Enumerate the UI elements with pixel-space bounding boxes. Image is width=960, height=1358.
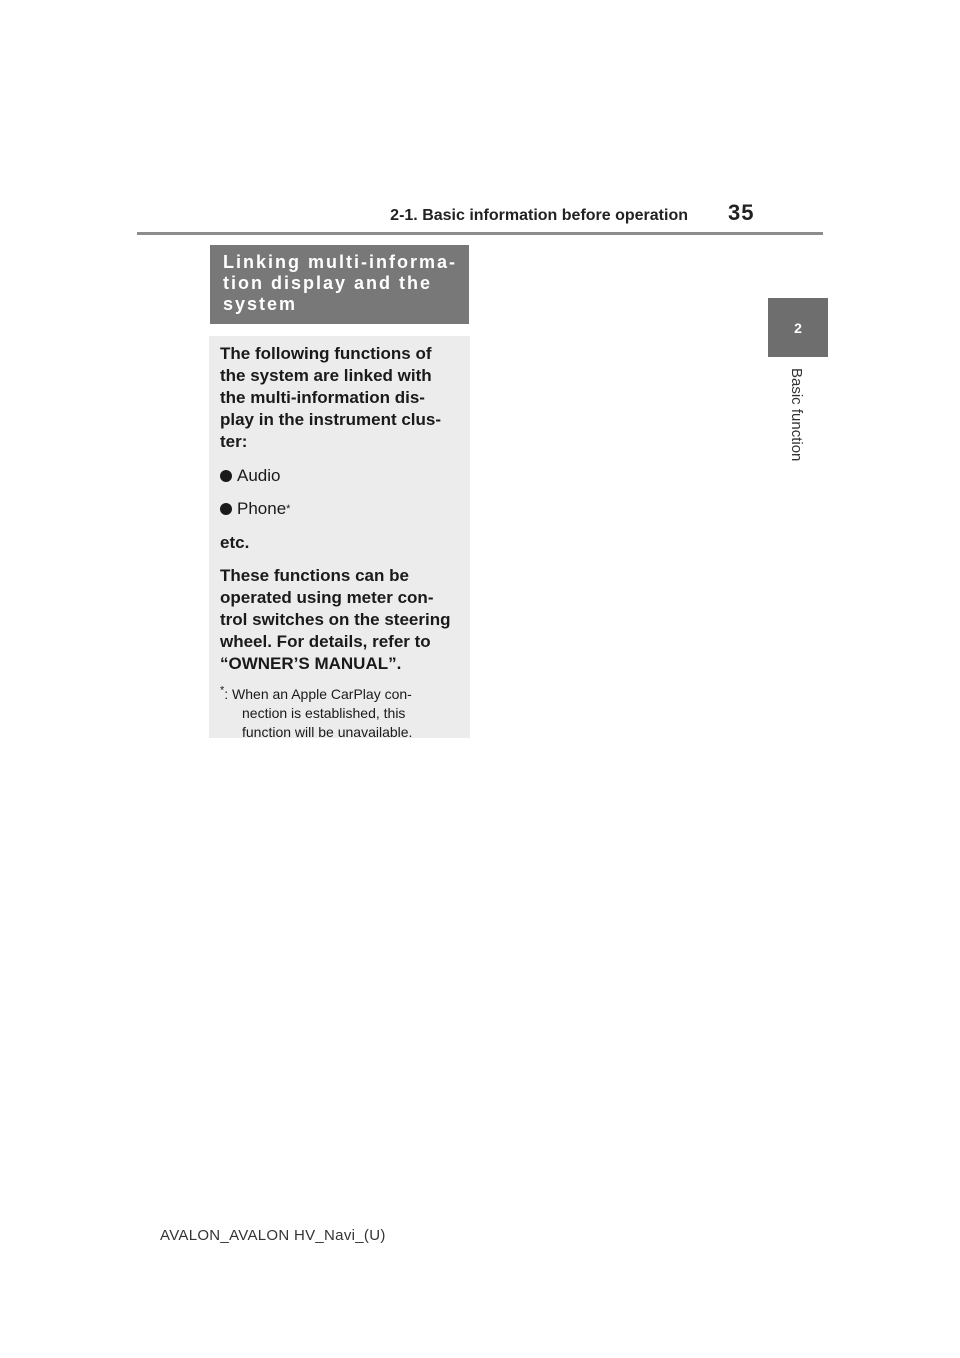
- intro-line: the multi-information dis-: [220, 388, 425, 407]
- page-number: 35: [728, 200, 755, 225]
- chapter-tab[interactable]: [768, 298, 828, 357]
- closing-line: wheel. For details, refer to: [220, 632, 431, 651]
- footnote: [220, 685, 464, 742]
- footnote-line: [220, 685, 464, 704]
- chapter-label: Basic function: [788, 368, 805, 462]
- heading-line: system: [223, 294, 298, 314]
- bullet-item-phone: Phone *: [220, 498, 464, 520]
- bullet-text: Phone: [237, 499, 287, 518]
- intro-line: the system are linked with: [220, 366, 432, 385]
- bullet-text: Audio: [237, 466, 281, 485]
- footer-model-text: AVALON_AVALON HV_Navi_(U): [160, 1227, 386, 1244]
- bullet-item-audio: [220, 465, 464, 487]
- heading-line: tion display and the: [223, 273, 433, 293]
- etc-text: etc.: [220, 533, 250, 552]
- closing-line: These functions can be: [220, 566, 409, 585]
- content-box: [209, 336, 470, 738]
- chapter-number: 2: [794, 319, 802, 336]
- intro-line: play in the instrument clus-: [220, 410, 442, 429]
- closing-line: operated using meter con-: [220, 588, 434, 607]
- intro-line: The following functions of: [220, 344, 432, 363]
- section-title: 2-1. Basic information before operation: [390, 207, 688, 224]
- intro-paragraph: [220, 343, 464, 453]
- closing-line: “OWNER’S MANUAL”.: [220, 654, 402, 673]
- heading-line: Linking multi-informa-: [223, 252, 457, 272]
- bullet-icon: [220, 470, 232, 482]
- intro-line: ter:: [220, 432, 248, 451]
- footnote-line: nection is established, this: [242, 705, 406, 721]
- closing-paragraph: [220, 565, 464, 675]
- footnote-line: function will be unavailable.: [242, 724, 413, 740]
- bullet-icon: [220, 503, 232, 515]
- header-divider: [137, 232, 823, 235]
- section-heading: [210, 245, 469, 324]
- closing-line: trol switches on the steering: [220, 610, 451, 629]
- footnote-text: : When an Apple CarPlay con-: [224, 686, 412, 702]
- footnote-marker: *: [220, 684, 225, 697]
